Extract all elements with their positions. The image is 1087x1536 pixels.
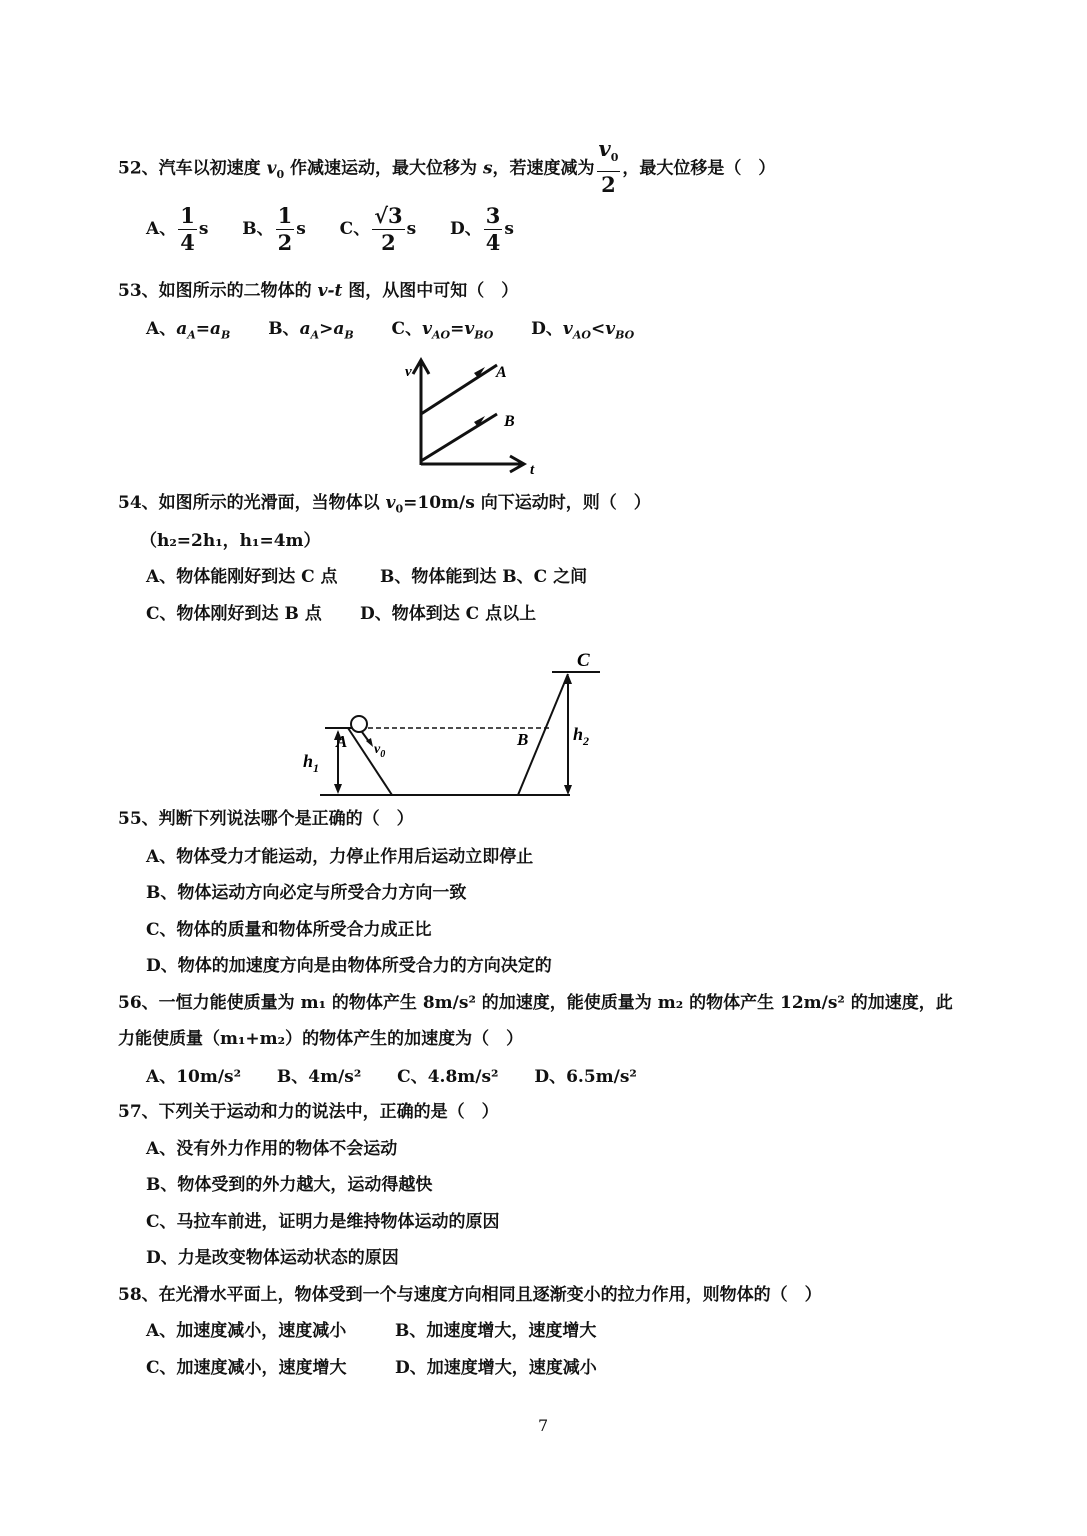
q52-opt-b-frac — [276, 205, 295, 254]
q53-graph-x-label: t — [530, 462, 535, 477]
q52-frac-v: v — [598, 136, 611, 161]
q52-opt-a-den: 4 — [180, 230, 195, 255]
q56-options — [146, 1066, 637, 1088]
q52-stem — [118, 136, 776, 198]
q52-opt-a-frac — [178, 205, 197, 254]
q55-opt-a: A、物体受力才能运动，力停止作用后运动立即停止 — [146, 847, 534, 867]
q53-graph-line-a — [421, 365, 497, 414]
q52-opt-d-den: 4 — [485, 230, 501, 255]
q53-vt-graph — [400, 352, 560, 477]
q56-opt-d: D、6.5m/s² — [534, 1067, 637, 1087]
q57-stem: 57、下列关于运动和力的说法中，正确的是（ ） — [118, 1102, 499, 1122]
q52-opt-c-den: 2 — [381, 230, 396, 255]
q58-opt-c: C、加速度减小，速度增大 — [146, 1358, 347, 1378]
q53-graph-y-label: v — [405, 364, 412, 380]
q55-opt-c: C、物体的质量和物体所受合力成正比 — [146, 920, 432, 940]
q52-v: v — [266, 158, 277, 179]
q54-label-v0-sub: 0 — [380, 749, 386, 760]
q58-opt-b: B、加速度增大，速度增大 — [395, 1321, 597, 1341]
q58-opt-a: A、加速度减小，速度减小 — [146, 1321, 347, 1341]
q54-label-h2-main: h — [573, 724, 584, 744]
q54-slope-a — [348, 728, 392, 795]
q52-s: s — [482, 158, 493, 179]
q54-opt-a: A、物体能刚好到达 C 点 — [146, 567, 338, 587]
q54-opt-b: B、物体能到达 B、C 之间 — [380, 567, 588, 587]
q54-label-h1 — [303, 751, 319, 775]
q52-frac-sub: 0 — [610, 151, 619, 165]
q54-label-b: B — [517, 730, 529, 749]
q54-ball-icon — [351, 716, 367, 732]
q52-options — [146, 205, 514, 254]
q52-opt-b-label: B、 — [242, 219, 274, 239]
q54-h1-bottom-arrowhead-icon — [334, 784, 342, 794]
q52-frac-den: 2 — [601, 172, 616, 198]
q54-stem-text-a: 54、如图所示的光滑面，当物体以 — [118, 493, 386, 513]
q53-stem-text-b: 图，从图中可知（ ） — [342, 281, 519, 301]
q56-stem-line1: 56、一恒力能使质量为 m₁ 的物体产生 8m/s² 的加速度，能使质量为 m₂ 的物体产生 12m/s² 的加速度，此 — [118, 993, 953, 1013]
q58-stem: 58、在光滑水平面上，物体受到一个与速度方向相同且逐渐变小的拉力作用，则物体的（ ） — [118, 1285, 822, 1305]
q53-graph-line-a-label: A — [496, 364, 507, 381]
q52-opt-a-label: A、 — [146, 219, 177, 239]
q54-stem — [118, 492, 651, 520]
q53-opt-d-label: D、 — [531, 319, 563, 339]
q54-label-h2 — [573, 724, 589, 748]
q53-graph-line-b-label: B — [504, 413, 515, 430]
q57-opt-d: D、力是改变物体运动状态的原因 — [146, 1248, 399, 1268]
q55-opt-d: D、物体的加速度方向是由物体所受合力的方向决定的 — [146, 956, 552, 976]
q52-opt-d-frac — [484, 205, 503, 254]
q52-opt-c-frac — [372, 205, 404, 254]
q56-opt-b: B、4m/s² — [276, 1067, 362, 1087]
q52-stem-text-d: ，最大位移是（ ） — [622, 158, 776, 179]
q53-opt-c-label: C、 — [391, 319, 423, 339]
q52-opt-d-num: 3 — [485, 203, 501, 228]
q52-stem-text-b: 作减速运动，最大位移为 — [284, 158, 483, 179]
q52-frac-num — [597, 138, 621, 172]
q54-label-v0-main: v — [374, 742, 381, 757]
q52-stem-text-c: ，若速度减为 — [492, 158, 595, 179]
q54-label-h2-sub: 2 — [583, 734, 590, 748]
q54-h2-bottom-arrowhead-icon — [564, 785, 572, 795]
q52-opt-b-den: 2 — [277, 230, 293, 255]
q54-v-sub: 0 — [395, 502, 404, 516]
q57-opt-a: A、没有外力作用的物体不会运动 — [146, 1139, 398, 1159]
q54-stem-text-b: =10m/s 向下运动时，则（ ） — [403, 493, 651, 513]
q53-graph-line-b — [421, 414, 497, 461]
q53-vt: v-t — [317, 281, 343, 301]
q52-opt-c-unit: s — [406, 219, 417, 239]
q52-opt-a-num: 1 — [180, 203, 195, 228]
q52-fraction — [597, 138, 621, 196]
q54-v: v — [385, 493, 396, 513]
q58-opt-d: D、加速度增大，速度减小 — [395, 1358, 597, 1378]
q54-label-h1-main: h — [303, 751, 314, 771]
q57-opt-c: C、马拉车前进，证明力是维持物体运动的原因 — [146, 1212, 500, 1232]
q54-figure — [290, 640, 610, 800]
page-number: 7 — [538, 1416, 549, 1435]
q57-opt-b: B、物体受到的外力越大，运动得越快 — [146, 1175, 433, 1195]
q56-opt-c: C、4.8m/s² — [397, 1067, 499, 1087]
q54-label-h1-sub: 1 — [313, 761, 320, 775]
q53-opt-a-label: A、 — [146, 319, 177, 339]
q52-stem-text-a: 52、汽车以初速度 — [118, 158, 267, 179]
q53-stem-text-a: 53、如图所示的二物体的 — [118, 281, 318, 301]
q55-stem: 55、判断下列说法哪个是正确的（ ） — [118, 809, 414, 829]
q52-opt-d-unit: s — [504, 219, 514, 239]
q54-label-a: A — [336, 732, 348, 751]
q54-opt-d: D、物体到达 C 点以上 — [360, 604, 537, 624]
q53-opt-b-label: B、 — [268, 319, 300, 339]
q52-opt-a-unit: s — [198, 219, 209, 239]
q52-opt-c-label: C、 — [339, 219, 371, 239]
q52-opt-d-label: D、 — [450, 219, 482, 239]
q55-opt-b: B、物体运动方向必定与所受合力方向一致 — [146, 883, 467, 903]
q52-opt-b-num: 1 — [277, 203, 293, 228]
q54-label-c: C — [577, 650, 590, 671]
q53-options: A、$a_A=a_B$ B、$a_A>a_B$ C、$v_{AO}=v_{BO}$ D、$v_{AO}<v_{BO}$ — [146, 319, 635, 342]
q54-condition: （h₂=2h₁，h₁=4m） — [140, 531, 321, 551]
q52-opt-c-num: √3 — [374, 203, 403, 228]
q54-opt-c: C、物体刚好到达 B 点 — [146, 604, 322, 624]
q53-stem — [118, 280, 518, 302]
q56-opt-a: A、10m/s² — [146, 1067, 242, 1087]
q52-opt-b-unit: s — [296, 219, 306, 239]
q56-stem-line2: 力能使质量（m₁+m₂）的物体产生的加速度为（ ） — [118, 1029, 524, 1049]
q52-v-sub: 0 — [276, 167, 285, 181]
q54-label-v0 — [374, 742, 385, 760]
